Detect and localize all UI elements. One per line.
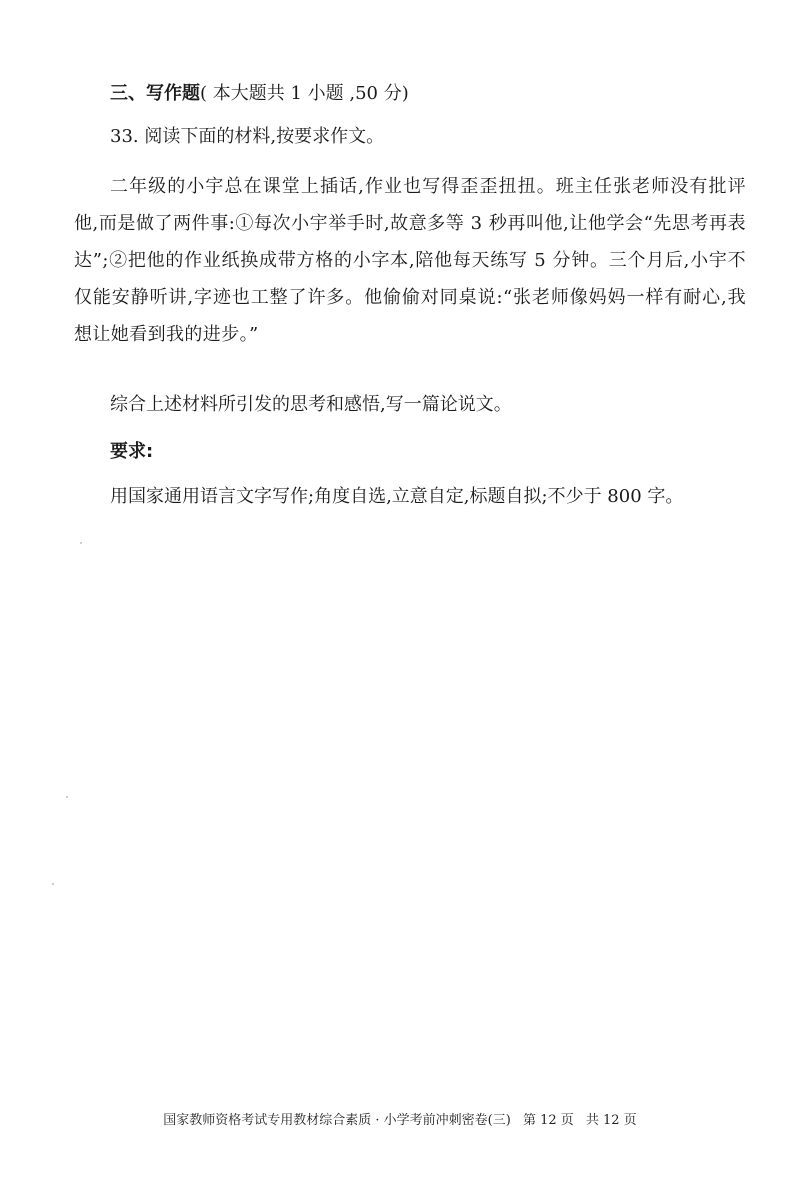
footer-total-pages: 共 12 页 <box>585 1113 637 1128</box>
writing-task: 综合上述材料所引发的思考和感悟,写一篇论说文。 <box>110 394 512 415</box>
page-footer <box>0 1112 800 1130</box>
footer-page-number: 第 12 页 <box>522 1113 574 1128</box>
requirements-text: 用国家通用语言文字写作;角度自选,立意自定,标题自拟;不少于 800 字。 <box>110 486 684 507</box>
scan-speck <box>66 796 68 798</box>
requirements-label: 要求: <box>110 441 154 462</box>
section-heading <box>110 82 409 106</box>
reading-material: 二年级的小宇总在课堂上插话,作业也写得歪歪扭扭。班主任张老师没有批评他,而是做了两件事:①每次小宇举手时,故意多等 3 秒再叫他,让他学会“先思考再表达”;②把他的作业纸换成带方格的小字本,陪他每天练写 5 分钟。三个月后,小宇不仅能安静听讲,字迹也工整了许多。他偷偷对同桌说:“张老师像妈妈一样有耐心,我想让她看到我的进步。” <box>74 176 746 345</box>
question-prompt: 33. 阅读下面的材料,按要求作文。 <box>110 126 385 147</box>
footer-book-title: 国家教师资格考试专用教材综合素质 · 小学考前冲刺密卷(三) <box>163 1113 511 1128</box>
section-title: 三、写作题 <box>110 83 200 104</box>
scan-speck <box>52 883 54 885</box>
section-score-note: ( 本大题共 1 小题 ,50 分) <box>200 83 409 104</box>
scan-speck <box>80 542 82 544</box>
